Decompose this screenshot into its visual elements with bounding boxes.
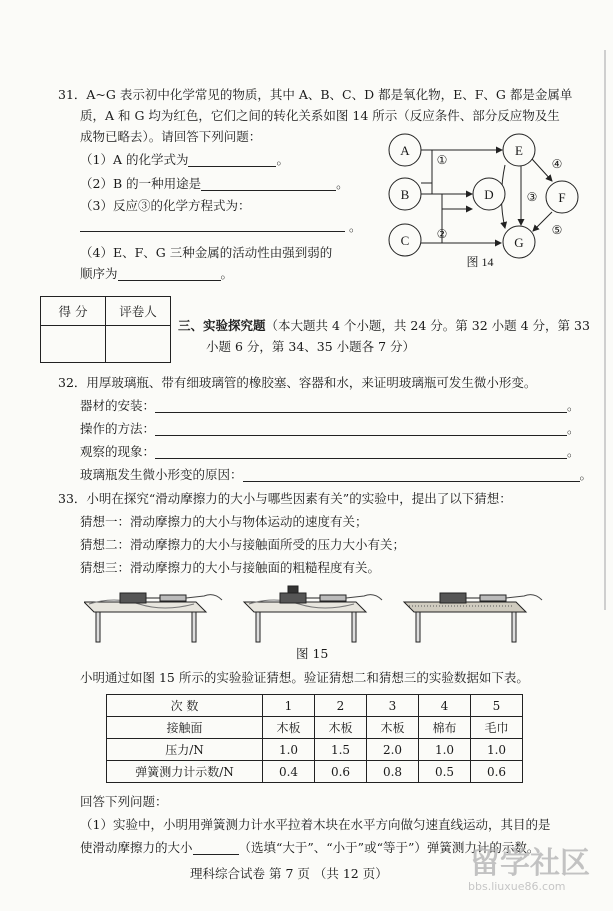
score-box <box>40 296 171 363</box>
edge-e-to-f <box>532 159 552 181</box>
table-cell: 4 <box>419 695 471 717</box>
table-cell: 1 <box>263 695 315 717</box>
q33-answer-prompt: 回答下列问题： <box>80 794 168 809</box>
edge-to-d-top <box>432 183 472 194</box>
experiment-3-towel <box>404 593 542 642</box>
table-cell: 毛巾 <box>471 717 523 739</box>
page-footer: 理科综合试卷 第 7 页 （共 12 页） <box>190 866 388 881</box>
q31-line2: 质，A 和 G 均为红色，它们之间的转化关系如图 14 所示（反应条件、部分反应物及生 <box>80 108 560 123</box>
table-row-pressure <box>107 739 523 761</box>
reaction-4-label: ④ <box>551 157 563 171</box>
reaction-3-label: ③ <box>526 190 538 204</box>
reaction-2-label: ② <box>436 227 448 241</box>
reviewer-entry-cell[interactable] <box>106 326 171 363</box>
node-g-label: G <box>514 235 524 250</box>
experiment-2-wood-weight <box>244 586 382 642</box>
q32-observe-period: 。 <box>567 444 580 459</box>
table-cell: 0.5 <box>419 761 471 783</box>
section3-title: 三、实验探究题 <box>178 318 266 333</box>
q31-sub3-period: 。 <box>349 219 362 234</box>
node-e-label: E <box>515 143 523 158</box>
experiment-1-wood <box>84 593 222 642</box>
node-a-label: A <box>400 143 410 158</box>
q33-data-table <box>106 694 523 783</box>
q31-line3: 成物已略去）。请回答下列问题： <box>80 129 262 144</box>
table-cell: 木板 <box>263 717 315 739</box>
section3-line1 <box>178 318 590 333</box>
table-cell: 3 <box>367 695 419 717</box>
q31-sub3-label: （3）反应③的化学方程式为： <box>80 198 251 213</box>
table-cell: 1.0 <box>263 739 315 761</box>
figure-14-reaction-diagram <box>380 128 590 270</box>
table-cell: 0.6 <box>315 761 367 783</box>
table-cell: 0.8 <box>367 761 419 783</box>
q31-sub4b <box>80 266 233 281</box>
q32-operate-period: 。 <box>567 421 580 436</box>
q32-operate-blank[interactable] <box>155 422 567 436</box>
row-header-surface: 接触面 <box>107 717 263 739</box>
watermark-url: bbs.liuxue86.com <box>468 880 566 893</box>
q33-guess1: 猜想一：滑动摩擦力的大小与物体运动的速度有关； <box>80 514 368 529</box>
node-d-label: D <box>484 187 494 202</box>
q33-guess3: 猜想三：滑动摩擦力的大小与接触面的粗糙程度有关。 <box>80 560 381 575</box>
table-cell: 5 <box>471 695 523 717</box>
table-cell: 木板 <box>315 717 367 739</box>
q33-guess2: 猜想二：滑动摩擦力的大小与接触面所受的压力大小有关； <box>80 537 406 552</box>
q31-sub1-label: （1）A 的化学式为 <box>80 152 189 167</box>
q33-part1-prefix: 使滑动摩擦力的大小 <box>80 840 193 855</box>
q33-intro: 小明通过如图 15 所示的实验验证猜想。验证猜想二和猜想三的实验数据如下表。 <box>80 670 529 685</box>
node-f-label: F <box>558 190 566 205</box>
figure-15-caption: 图 15 <box>296 646 329 661</box>
q32-observe <box>80 444 580 459</box>
q32-install <box>80 398 580 413</box>
row-header-trials: 次 数 <box>107 695 263 717</box>
q31-sub1 <box>80 152 289 167</box>
table-cell: 1.0 <box>471 739 523 761</box>
figure-15-friction-experiments <box>84 584 554 644</box>
table-row-surface <box>107 717 523 739</box>
q32-observe-blank[interactable] <box>155 445 567 459</box>
q31-answer3-blank[interactable] <box>80 218 345 232</box>
q32-install-label: 器材的安装： <box>80 398 156 413</box>
q31-sub1-period: 。 <box>276 152 289 167</box>
q32-reason-label: 玻璃瓶发生微小形变的原因： <box>80 467 243 482</box>
table-cell: 1.5 <box>315 739 367 761</box>
q31-sub2-period: 。 <box>336 176 349 191</box>
q31-answer2-blank[interactable] <box>201 177 336 191</box>
edge-f-to-g <box>533 212 552 231</box>
table-cell: 2.0 <box>367 739 419 761</box>
q31-answer4-blank[interactable] <box>118 267 221 281</box>
table-cell: 2 <box>315 695 367 717</box>
reaction-5-label: ⑤ <box>551 223 563 237</box>
table-row-trials <box>107 695 523 717</box>
q33-part1-blank[interactable] <box>193 841 239 855</box>
q31-line1: 31．A~G 表示初中化学常见的物质，其中 A、B、C、D 都是氧化物，E、F、G 都是金属单 <box>58 87 573 102</box>
score-entry-cell[interactable] <box>41 326 106 363</box>
table-cell: 棉布 <box>419 717 471 739</box>
q31-sub4a: （4）E、F、G 三种金属的活动性由强到弱的 <box>80 245 333 260</box>
q31-sub4-period: 。 <box>220 266 234 281</box>
q32-reason <box>80 467 592 482</box>
watermark-brand: 留学社区 <box>470 846 590 881</box>
figure-14-caption: 图 14 <box>466 255 494 269</box>
edge-a-b <box>421 150 432 183</box>
table-cell: 0.6 <box>471 761 523 783</box>
q31-sub2-label: （2）B 的一种用途是 <box>80 176 202 191</box>
q32-install-blank[interactable] <box>155 399 567 413</box>
reviewer-label: 评卷人 <box>106 297 171 326</box>
q32-operate-label: 操作的方法： <box>80 421 156 436</box>
table-cell: 木板 <box>367 717 419 739</box>
section3-desc1: （本大题共 4 个小题，共 24 分。第 32 小题 4 分，第 33 <box>265 318 590 333</box>
q32-stem: 32．用厚玻璃瓶、带有细玻璃管的橡胶塞、容器和水，来证明玻璃瓶可发生微小形变。 <box>58 375 537 390</box>
q33-part1-line1: （1）实验中，小明用弹簧测力计水平拉着木块在水平方向做匀速直线运动，其目的是 <box>80 817 551 832</box>
q31-sub2 <box>80 176 349 191</box>
table-cell: 0.4 <box>263 761 315 783</box>
table-row-reading <box>107 761 523 783</box>
reaction-1-label: ① <box>436 153 448 167</box>
q32-reason-blank[interactable] <box>243 468 580 482</box>
table-cell: 1.0 <box>419 739 471 761</box>
q32-operate <box>80 421 580 436</box>
q31-answer1-blank[interactable] <box>188 153 276 167</box>
row-header-reading: 弹簧测力计示数/N <box>107 761 263 783</box>
section3-desc2: 小题 6 分，第 34、35 小题各 7 分） <box>206 339 416 354</box>
score-label: 得 分 <box>41 297 106 326</box>
page-edge-shadow <box>604 50 606 610</box>
node-c-label: C <box>400 233 410 248</box>
node-b-label: B <box>400 187 410 202</box>
q32-reason-period: 。 <box>579 467 593 482</box>
q31-sub4b-label: 顺序为 <box>80 266 118 281</box>
q32-install-period: 。 <box>567 398 580 413</box>
row-header-pressure: 压力/N <box>107 739 263 761</box>
q33-part1-suffix: （选填“大于”、“小于”或“等于”）弹簧测力计的示数。 <box>238 840 540 855</box>
q33-stem: 33．小明在探究“滑动摩擦力的大小与哪些因素有关”的实验中，提出了以下猜想： <box>58 491 512 506</box>
q32-observe-label: 观察的现象： <box>80 444 156 459</box>
